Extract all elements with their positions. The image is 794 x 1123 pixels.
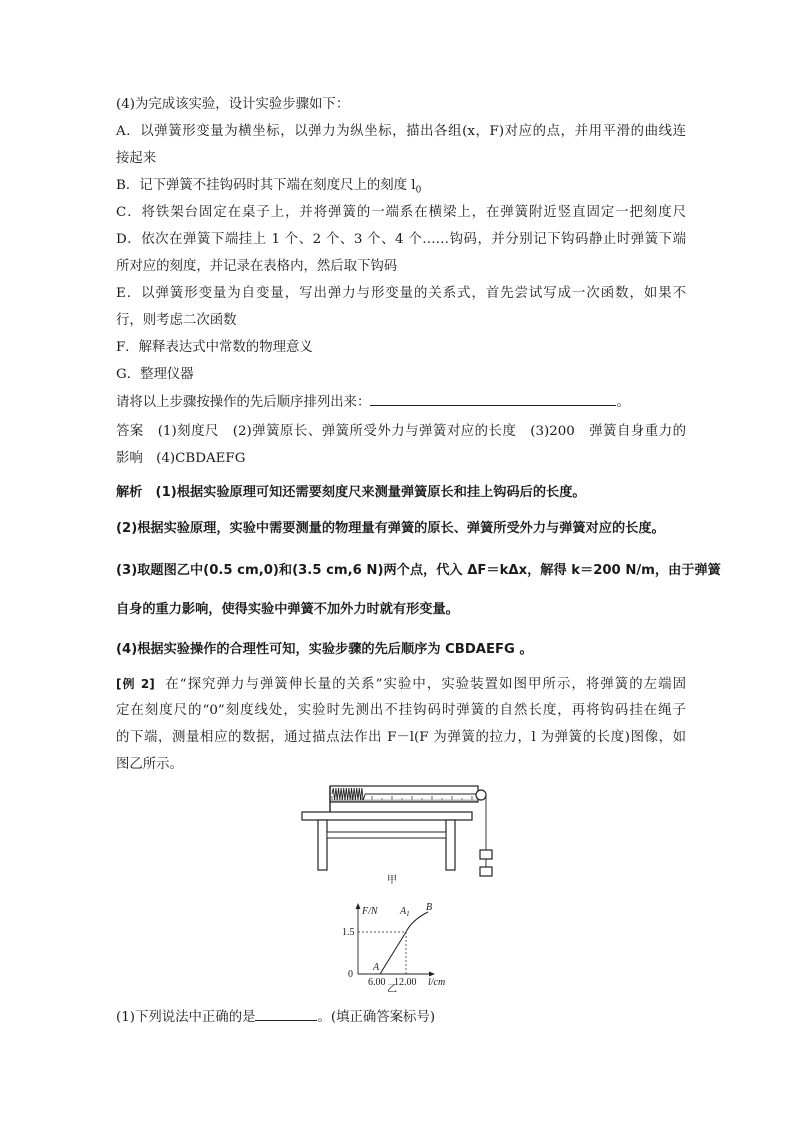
- point-a-label: A: [373, 962, 380, 973]
- order-question-text: 请将以上步骤按操作的先后顺序排列出来：: [116, 395, 371, 410]
- example-tag: [例 2]: [116, 677, 155, 691]
- pulley: [476, 790, 486, 800]
- order-question-period: 。: [616, 395, 630, 410]
- x-axis-label: l/cm: [428, 977, 446, 988]
- x-tick-label-1: 6.00: [368, 977, 386, 988]
- force-curve: [380, 912, 428, 974]
- step-d-line1: D．依次在弹簧下端挂上 1 个、2 个、3 个、4 个……钩码，并分别记下钩码静止时弹簧下端: [116, 232, 686, 247]
- step-g: G．整理仪器: [116, 367, 194, 382]
- step-e-line1: E．以弹簧形变量为自变量，写出弹力与形变量的关系式，首先尝试写成一次函数，如果不: [116, 286, 686, 301]
- question-1: [116, 1008, 686, 1027]
- steps-intro: (4)为完成该实验，设计实验步骤如下：: [116, 97, 350, 112]
- y-axis-label: F/N: [362, 906, 378, 917]
- step-b-text: B．记下弹簧不挂钩码时其下端在刻度尺上的刻度 l: [116, 178, 416, 193]
- answer-line1: 答案 (1)刻度尺 (2)弹簧原长、弹簧所受外力与弹簧对应的长度 (3)200 弹簧自身重力的: [116, 424, 686, 439]
- figure-yi-label: 乙: [387, 984, 397, 992]
- step-f: F．解释表达式中常数的物理意义: [116, 340, 313, 355]
- x-axis-arrow: [429, 972, 435, 977]
- step-a-line2: 接起来: [116, 151, 157, 166]
- step-b: [116, 177, 686, 200]
- answer-blank[interactable]: [370, 393, 616, 406]
- analysis-p4: (4)根据实验操作的合理性可知，实验步骤的先后顺序为 CBDAEFG 。: [116, 642, 533, 657]
- answer-line2: 影响 (4)CBDAEFG: [116, 451, 246, 466]
- analysis-p3-line2: 自身的重力影响，使得实验中弹簧不加外力时就有形变量。: [116, 602, 459, 617]
- order-question: [116, 393, 686, 412]
- question-1-blank[interactable]: [255, 1008, 317, 1021]
- hook-weight-2: [480, 867, 492, 876]
- y-axis-arrow: [356, 903, 361, 909]
- point-a1-label: $A_1$: [400, 906, 410, 918]
- step-a-line1: A．以弹簧形变量为横坐标，以弹力为纵坐标，描出各组(x，F)对应的点，并用平滑的曲线连: [116, 124, 686, 139]
- point-b-label: B: [426, 902, 433, 913]
- table-crossbar: [327, 832, 446, 838]
- table-leg-right: [446, 820, 455, 870]
- question-1-text: (1)下列说法中正确的是: [116, 1010, 256, 1025]
- step-e-line2: 行，则考虑二次函数: [116, 313, 237, 328]
- table-top: [302, 812, 472, 820]
- origin-label: 0: [348, 969, 353, 980]
- table-leg-left: [318, 820, 327, 870]
- step-b-subscript: 0: [415, 185, 422, 196]
- force-length-graph: [336, 900, 456, 992]
- example-line1: [116, 675, 686, 694]
- x-tick-label-2: 12.00: [394, 977, 417, 988]
- example-line1-text: 在“探究弹力与弹簧伸长量的关系”实验中，实验装置如图甲所示，将弹簧的左端固: [165, 677, 686, 692]
- y-tick-label: 1.5: [342, 927, 355, 938]
- example-line2: 定在刻度尺的“0”刻度线处，实验时先测出不挂钩码时弹簧的自然长度，再将钩码挂在绳子: [116, 703, 686, 718]
- example-line3: 的下端，测量相应的数据，通过描点法作出 F－l(F 为弹簧的拉力，l 为弹簧的长度)图像，如: [116, 730, 686, 745]
- hook-weight-1: [480, 850, 492, 859]
- step-d-line2: 所对应的刻度，并记录在表格内，然后取下钩码: [116, 259, 398, 274]
- analysis-p1: 解析 (1)根据实验原理可知还需要刻度尺来测量弹簧原长和挂上钩码后的长度。: [116, 485, 586, 500]
- example-line4: 图乙所示。: [116, 757, 183, 772]
- figure-jia-label: 甲: [387, 875, 397, 884]
- step-c: C．将铁架台固定在桌子上，并将弹簧的一端系在横梁上，在弹簧附近竖直固定一把刻度尺: [116, 205, 686, 220]
- question-1-tail: 。(填正确答案标号): [317, 1010, 436, 1025]
- analysis-p3-line1: (3)取题图乙中(0.5 cm,0)和(3.5 cm,6 N)两个点，代入 ΔF＝kΔx，解得 k＝200 N/m，由于弹簧: [116, 563, 721, 578]
- analysis-p2: (2)根据实验原理，实验中需要测量的物理量有弹簧的原长、弹簧所受外力与弹簧对应的长度。: [116, 521, 665, 536]
- apparatus-figure: [296, 784, 496, 884]
